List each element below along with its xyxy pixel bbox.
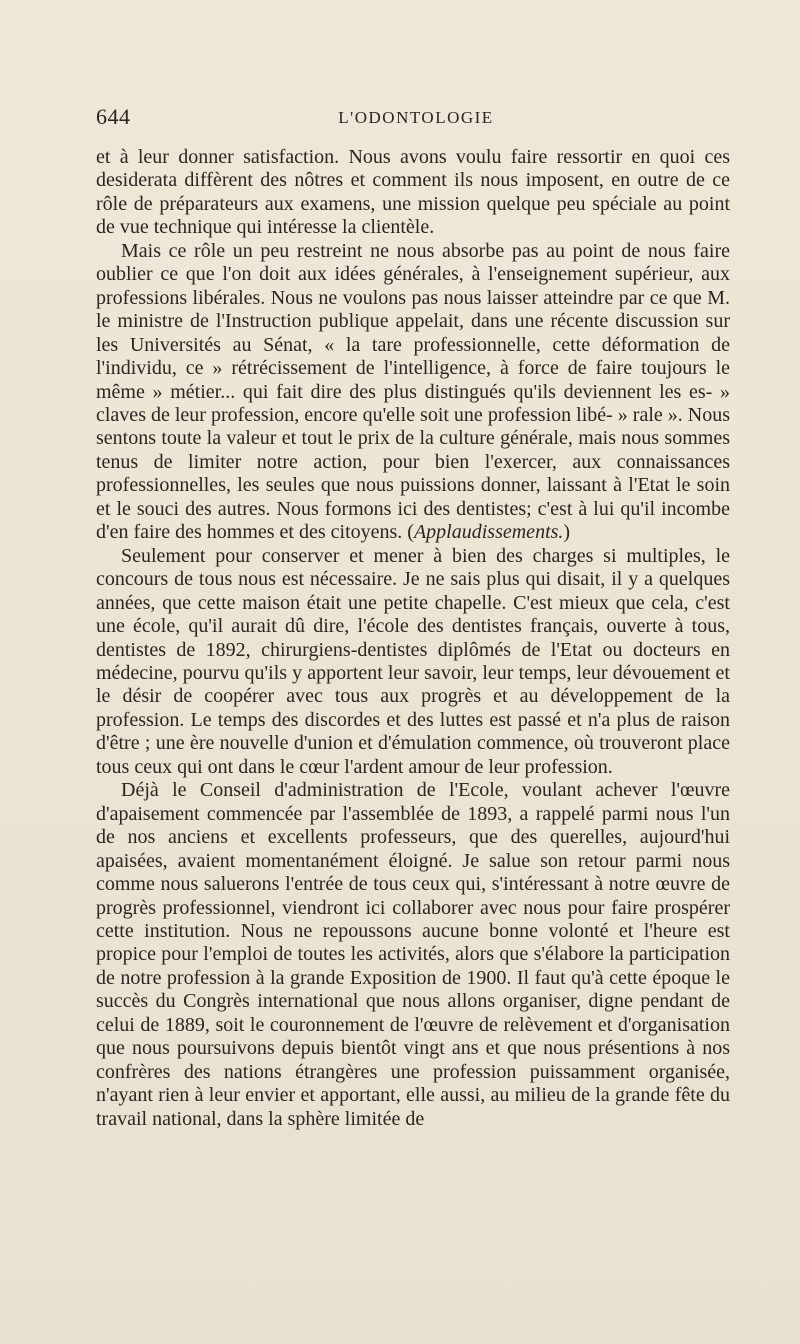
paragraph-text: Seulement pour conserver et mener à bien des charges si multiples, le concours de tous nous est nécessaire. Je ne sais plus qui disait, il y a quelques années, que cette maison était une petite chapelle. C'est mieux que cela, c'est une école, qu'il aurait dû dire, l'école des dentistes français, ouverte à tous, dentistes de 1892, chirurgiens-dentistes diplômés de l'Etat ou docteurs en médecine, pourvu qu'ils y apportent leur savoir, leur temps, leur dévouement et le désir de coopérer avec tous aux progrès et au développement de la profession. Le temps des discordes et des luttes est passé et n'a plus de raison d'être ; une ère nouvelle d'union et d'émulation commence, où trouveront place tous ceux qui ont dans le cœur l'ardent amour de leur profession. <box>96 544 730 778</box>
paragraph-text: Mais ce rôle un peu restreint ne nous absorbe pas au point de nous faire oublier ce que l'on doit aux idées générales, à l'enseignement supérieur, aux professions libérales. Nous ne voulons pas nous laisser atteindre par ce que M. le ministre de l'Instruction publique appelait, dans une récente discussion sur les Universités au Sénat, « la tare professionnelle, cette déformation de l'individu, ce » rétrécissement de l'intelligence, à force de faire toujours le même » métier... qui fait dire des plus distingués qu'ils deviennent les es- » claves de leur profession, encore qu'elle soit une profession libé- » rale ». Nous sentons toute la valeur et tout le prix de la culture générale, mais nous sommes tenus de limiter notre action, pour bien l'exercer, aux connaissances professionnelles, les seules que nous puissions donner, laissant à l'Etat le soin et le souci des autres. Nous formons ici des dentistes; c'est à lui qu'il incombe d'en faire des hommes et des citoyens. <box>96 239 730 544</box>
paragraph <box>96 779 730 1131</box>
running-title: L'ODONTOLOGIE <box>338 108 494 127</box>
page-header <box>96 104 736 134</box>
paragraph <box>96 146 730 240</box>
paragraph-text: Déjà le Conseil d'administration de l'Ecole, voulant achever l'œuvre d'apaisement commencée par l'assemblée de 1893, a rappelé parmi nous l'un de nos anciens et excellents professeurs, que des querelles, aujourd'hui apaisées, avaient momentanément éloigné. Je salue son retour parmi nous comme nous saluerons l'entrée de tous ceux qui, s'intéressant à notre œuvre de progrès professionnel, viendront ici collaborer avec nous pour faire prospérer cette institution. Nous ne repoussons aucune bonne volonté et l'heure est propice pour l'emploi de toutes les activités, alors que s'élabore la participation de notre profession à la grande Exposition de 1900. Il faut qu'à cette époque le succès du Congrès international que nous allons organiser, digne pendant de celui de 1889, soit le couronnement de l'œuvre de relèvement et d'organisation que nous poursuivons depuis bientôt vingt ans et que nous présentions à nos confrères des nations étrangères une profession puissamment organisée, n'ayant rien à leur envier et apportant, elle aussi, au milieu de la grande fête du travail national, dans la sphère limitée de <box>96 779 730 1130</box>
body-text <box>96 146 730 1131</box>
paragraph <box>96 545 730 780</box>
page-number: 644 <box>96 104 131 129</box>
paragraph: Mais ce rôle un peu restreint ne nous absorbe pas au point de nous faire oublier ce que l'on doit aux idées générales, à l'enseignement supérieur, aux professions libérales. Nous ne voulons pas nous laisser atteindre par ce que M. le ministre de l'Instruction publique appelait, dans une récente discussion sur les Universités au Sénat, « la tare professionnelle, cette déformation de l'individu, ce » rétrécissement de l'intelligence, à force de faire toujours le même » métier... qui fait dire des plus distingués qu'ils deviennent les es- » claves de leur profession, encore qu'elle soit une profession libé- » rale ». Nous sentons toute la valeur et tout le prix de la culture générale, mais nous sommes tenus de limiter notre action, pour bien l'exercer, aux connaissances professionnelles, les seules que nous puissions donner, laissant à l'Etat le soin et le souci des autres. Nous formons ici des dentistes; c'est à lui qu'il incombe d'en faire des hommes et des citoyens. (Applaudissements.) <box>96 239 730 544</box>
applause-note: Applaudissements. <box>413 521 564 544</box>
paragraph-text: et à leur donner satisfaction. Nous avons voulu faire ressortir en quoi ces desiderata diffèrent des nôtres et comment ils nous imposent, en outre de ce rôle de préparateurs aux examens, une mission quelque peu spéciale au point de vue technique qui intéresse la clientèle. <box>96 146 730 239</box>
